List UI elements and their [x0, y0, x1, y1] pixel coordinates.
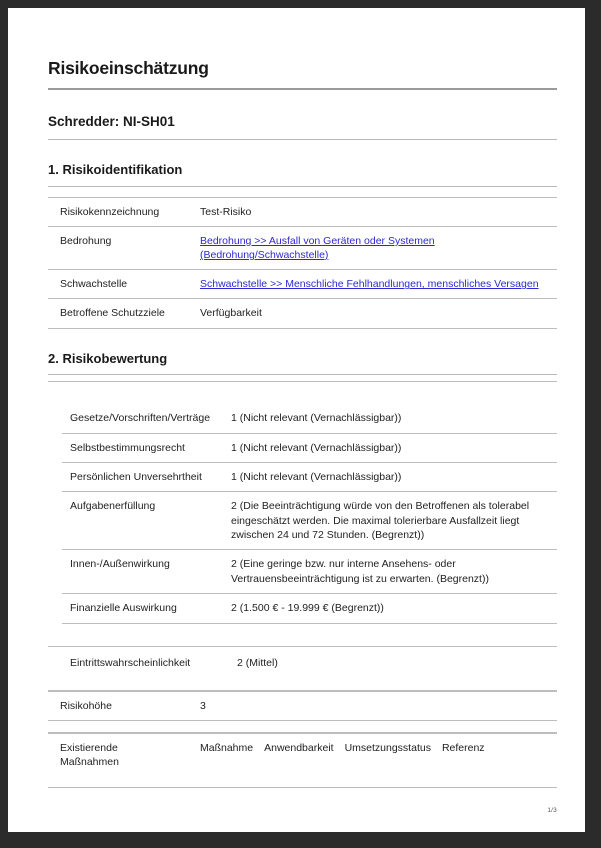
- row-label: [48, 733, 196, 776]
- document-subject: Schredder: NI-SH01: [48, 90, 557, 140]
- row-value: [196, 733, 557, 776]
- section2-gap-b: [48, 382, 557, 404]
- row-value: [196, 270, 557, 299]
- document-page: [8, 8, 585, 832]
- probability-gap-bottom: [48, 679, 557, 690]
- measures-column-anwendbarkeit: Anwendbarkeit: [264, 741, 334, 754]
- row-label: Betroffene Schutzziele: [48, 299, 196, 328]
- measures-label-line1: Existierende: [60, 741, 118, 754]
- measures-gap-top: [48, 721, 557, 732]
- risikobewertung-criteria-table: [62, 404, 557, 623]
- row-value: 2 (Eine geringe bzw. nur interne Ansehens- oder Vertrauensbeeinträchtigung ist zu erwarten. (Begrenzt)): [229, 550, 557, 594]
- row-value: 2 (Mittel): [237, 656, 278, 669]
- row-label: Schwachstelle: [48, 270, 196, 299]
- row-value: 2 (Die Beeinträchtigung würde von den Betroffenen als tolerabel eingeschätzt werden. Die maximal tolerierbare Ausfallzeit liegt zwischen 24 und 72 Stunden. (Begrenzt)): [229, 492, 557, 550]
- table-row: [48, 270, 557, 299]
- vulnerability-link[interactable]: Schwachstelle >> Menschliche Fehlhandlungen, menschliches Versagen: [200, 278, 539, 291]
- table-row: [62, 594, 557, 623]
- row-label: Finanzielle Auswirkung: [62, 594, 229, 623]
- row-value: Verfügbarkeit: [196, 299, 557, 328]
- criteria-wrap: [48, 404, 557, 623]
- row-label: Risikohöhe: [48, 691, 196, 720]
- measures-divider-bottom: [48, 787, 557, 788]
- row-value: 1 (Nicht relevant (Vernachlässigbar)): [229, 404, 557, 433]
- row-label: Selbstbestimmungsrecht: [62, 433, 229, 462]
- table-row: [62, 462, 557, 491]
- measures-label-line2: Maßnahmen: [60, 756, 119, 769]
- table-row: [62, 492, 557, 550]
- row-value: [196, 226, 557, 269]
- risikohoehe-table: [48, 691, 557, 721]
- measures-column-umsetzungsstatus: Umsetzungsstatus: [344, 741, 431, 754]
- measures-gap-bottom: [48, 776, 557, 787]
- page-title: Risikoeinschätzung: [48, 8, 557, 90]
- threat-link[interactable]: Bedrohung >> Ausfall von Geräten oder Systemen (Bedrohung/Schwachstelle): [200, 234, 435, 262]
- row-label: Aufgabenerfüllung: [62, 492, 229, 550]
- row-label: Innen-/Außenwirkung: [62, 550, 229, 594]
- row-value: 1 (Nicht relevant (Vernachlässigbar)): [229, 433, 557, 462]
- section1-top-spacer: [48, 187, 557, 197]
- page-number: 1/3: [547, 807, 557, 814]
- row-value: Test-Risiko: [196, 197, 557, 226]
- table-row: [48, 733, 557, 776]
- row-value: 3: [196, 691, 557, 720]
- row-label: Bedrohung: [48, 226, 196, 269]
- row-label: Gesetze/Vorschriften/Verträge: [62, 404, 229, 433]
- existierende-massnahmen-table: [48, 733, 557, 776]
- eintrittswahrscheinlichkeit-table: [62, 647, 557, 679]
- page-content: [48, 8, 557, 788]
- table-row: [62, 647, 557, 679]
- measures-header-row: [200, 741, 485, 755]
- table-row: [48, 197, 557, 226]
- table-row: [48, 299, 557, 328]
- table-row: [48, 226, 557, 269]
- row-value: 2 (1.500 € - 19.999 € (Begrenzt)): [229, 594, 557, 623]
- section-heading-risikoidentifikation: 1. Risikoidentifikation: [48, 140, 557, 187]
- measures-column-referenz: Referenz: [441, 741, 485, 754]
- row-value: 1 (Nicht relevant (Vernachlässigbar)): [229, 462, 557, 491]
- row-label: Risikokennzeichnung: [48, 197, 196, 226]
- measures-column-massnahme: Maßnahme: [200, 741, 254, 754]
- section-heading-risikobewertung: 2. Risikobewertung: [48, 329, 557, 376]
- row-label: Eintrittswahrscheinlichkeit: [70, 656, 191, 669]
- table-row: [48, 691, 557, 720]
- risikoidentifikation-table: [48, 197, 557, 329]
- measures-subtable: [200, 741, 485, 755]
- table-row: [62, 433, 557, 462]
- table-row: [62, 404, 557, 433]
- row-label: Persönlichen Unversehrtheit: [62, 462, 229, 491]
- table-row: [62, 550, 557, 594]
- probability-gap-top: [48, 624, 557, 646]
